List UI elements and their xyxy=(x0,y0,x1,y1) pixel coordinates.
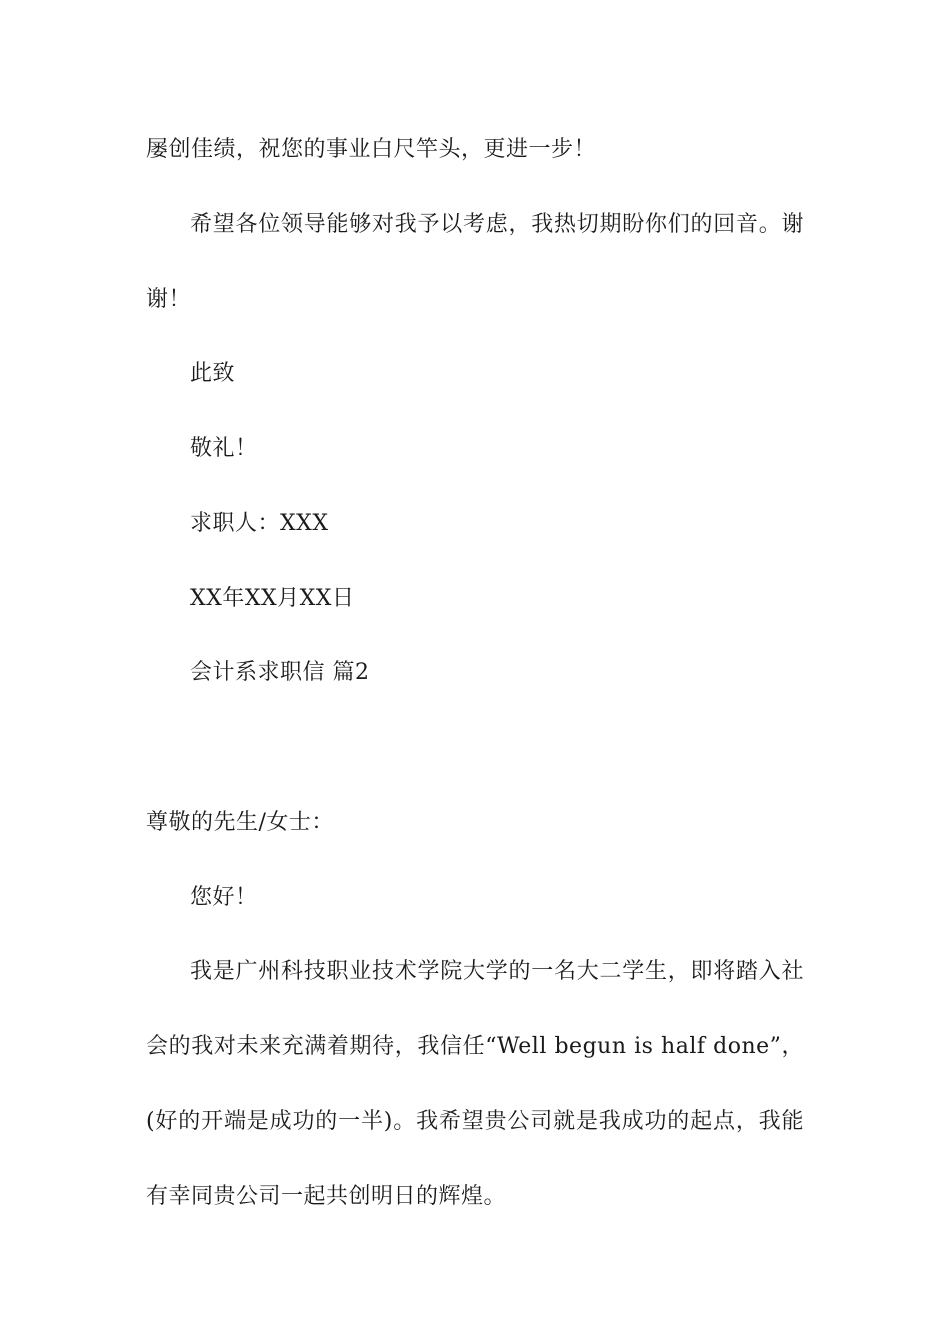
body-paragraph-line-1: 我是广州科技职业技术学院大学的一名大二学生，即将踏入社 xyxy=(190,959,804,984)
paragraph-request-line-2: 谢！ xyxy=(146,287,192,312)
letter-hello: 您好！ xyxy=(190,885,258,910)
letter-greeting: 尊敬的先生/女士： xyxy=(146,810,334,835)
salutation-cizhi: 此致 xyxy=(190,361,236,386)
section-heading: 会计系求职信 篇2 xyxy=(190,660,370,685)
body-paragraph-line-2: 会的我对未来充满着期待，我信任“Well begun is half done”， xyxy=(146,1034,804,1059)
salutation-jingli: 敬礼！ xyxy=(190,436,258,461)
body-paragraph-line-3: (好的开端是成功的一半)。我希望贵公司就是我成功的起点，我能 xyxy=(146,1109,804,1134)
paragraph-request-line-1: 希望各位领导能够对我予以考虑，我热切期盼你们的回音。谢 xyxy=(190,212,804,237)
body-paragraph-line-4: 有幸同贵公司一起共创明日的辉煌。 xyxy=(146,1184,507,1209)
paragraph-closing-wishes: 屡创佳绩，祝您的事业白尺竿头，更进一步！ xyxy=(146,137,597,162)
signature-applicant: 求职人：XXX xyxy=(190,511,329,536)
signature-date: XX年XX月XX日 xyxy=(190,586,355,611)
